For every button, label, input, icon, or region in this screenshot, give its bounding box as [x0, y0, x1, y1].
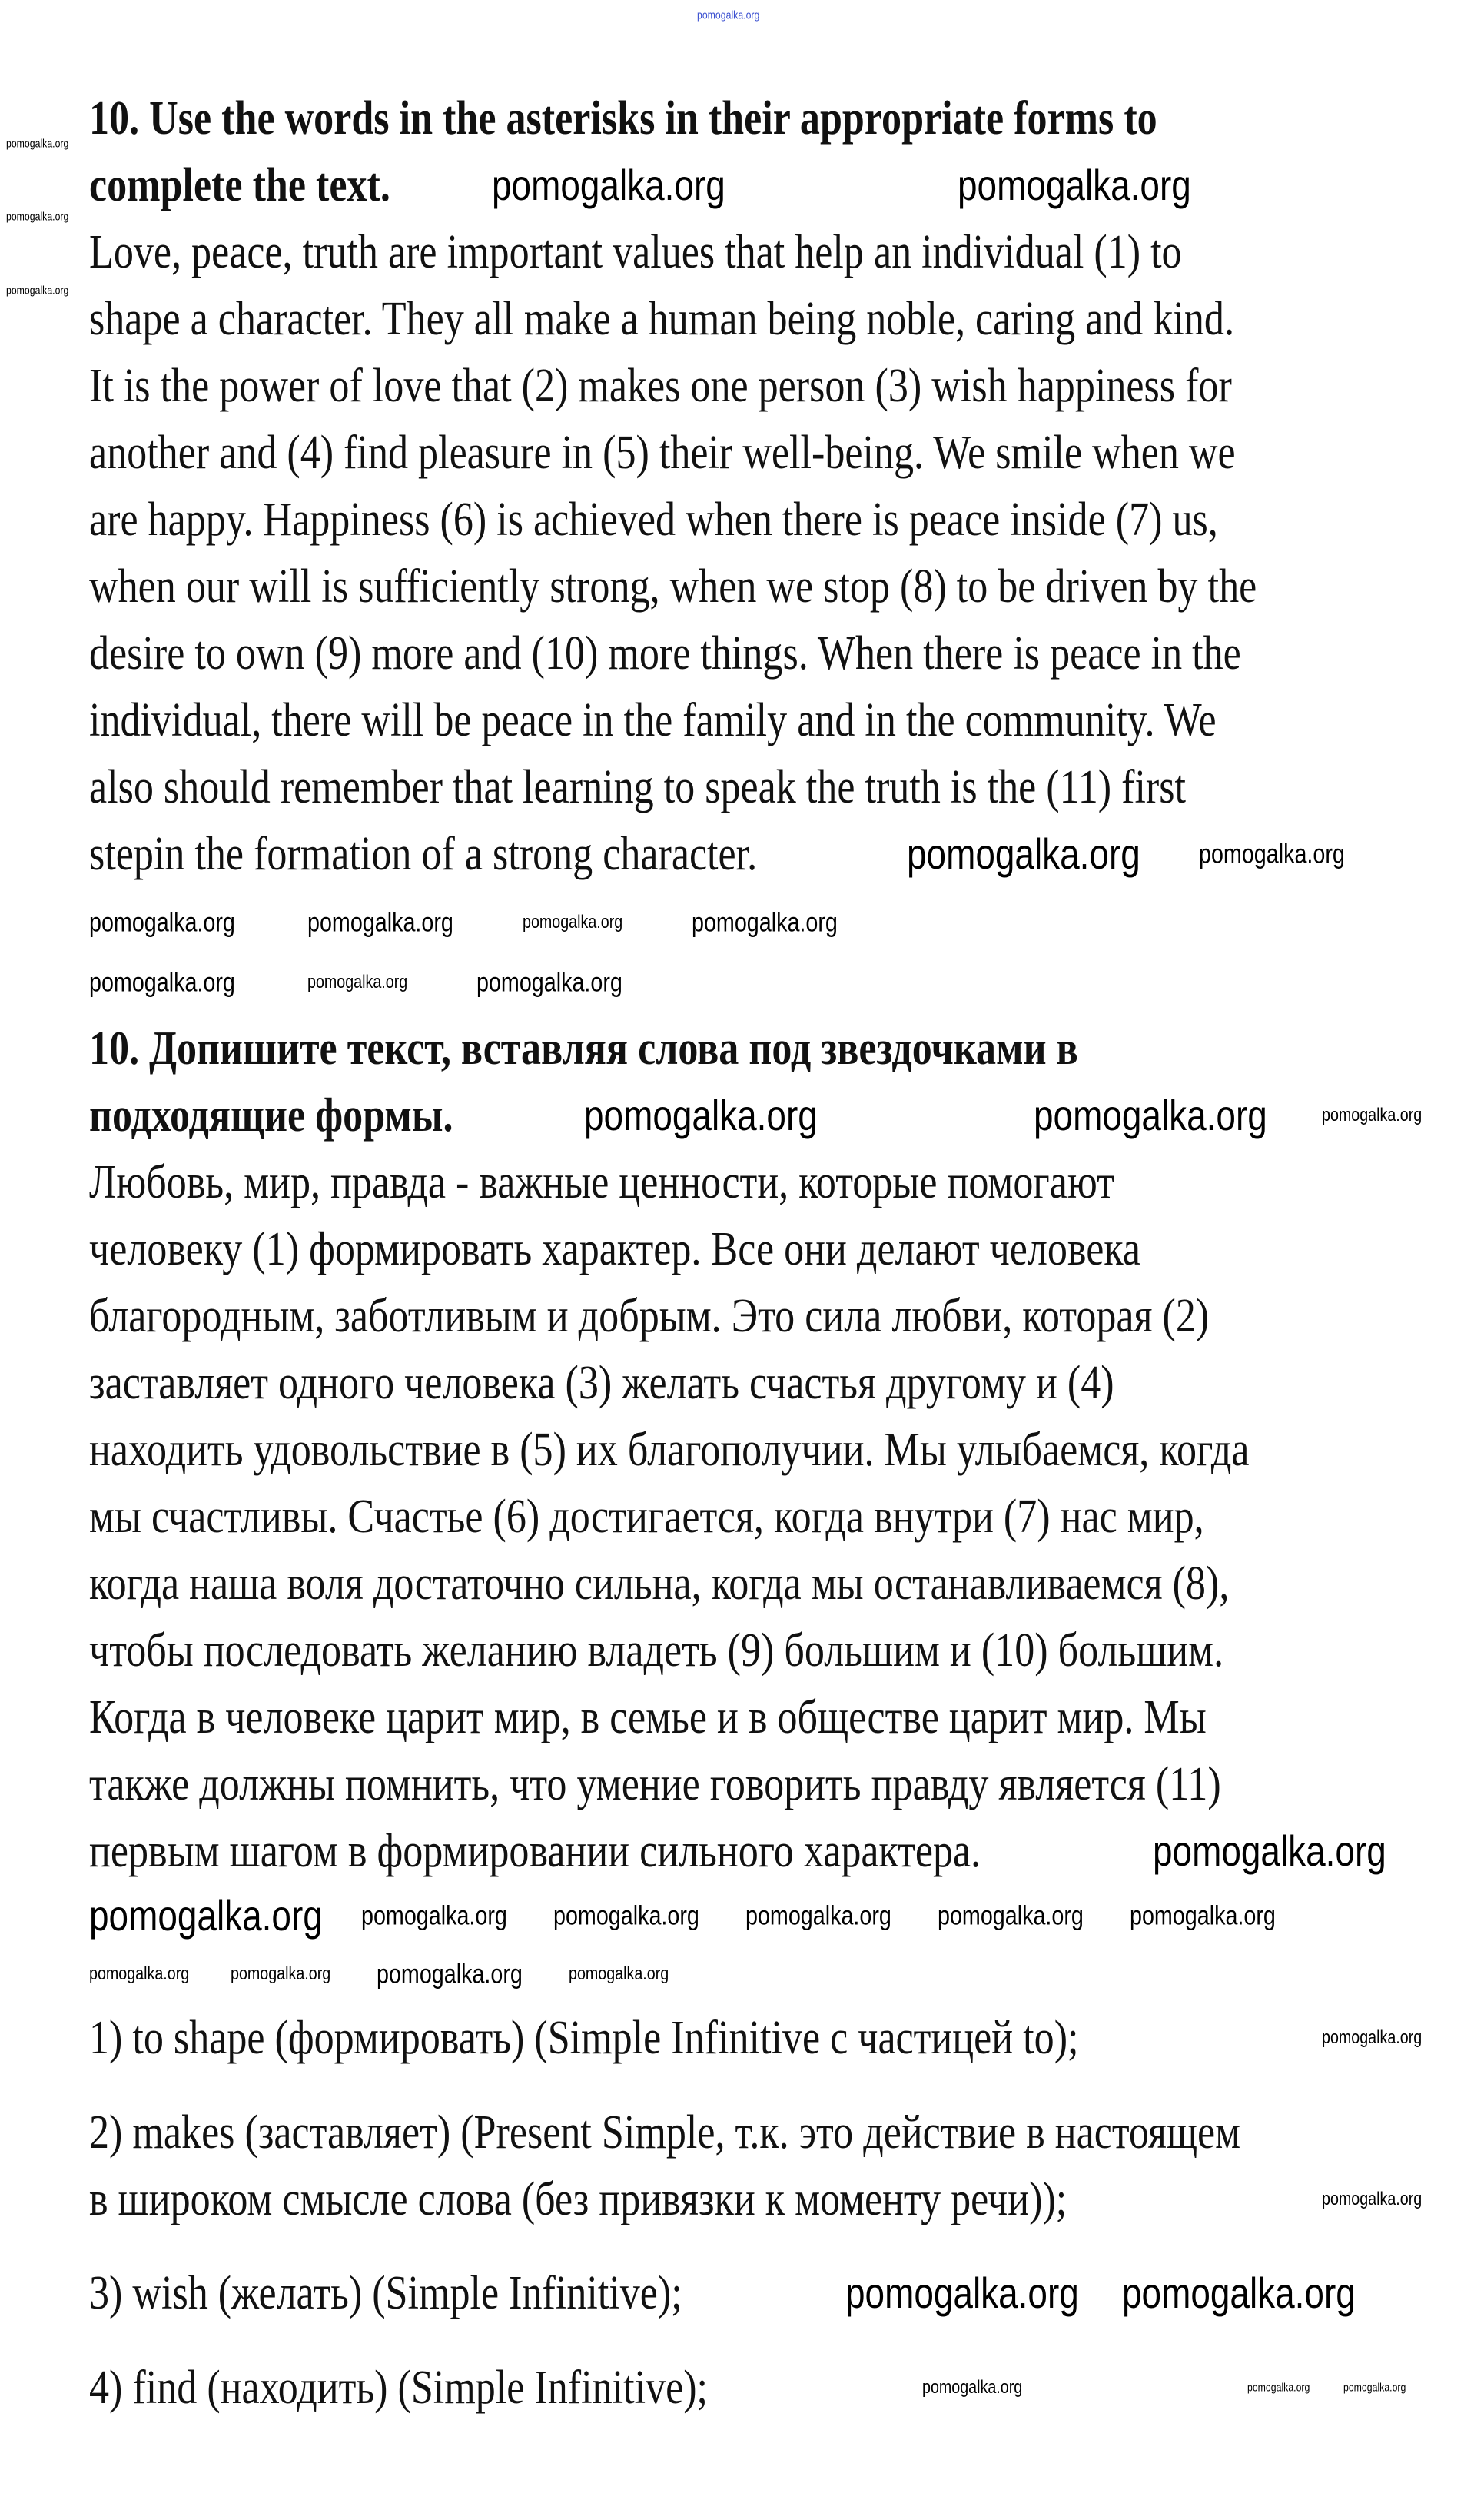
watermark: pomogalka.org	[1122, 2269, 1356, 2317]
watermark: pomogalka.org	[697, 8, 760, 22]
exercise-heading-en: 10. Use the words in the asterisks in their appropriate forms to	[89, 92, 1157, 145]
text-line: stepin the formation of a strong character.	[89, 828, 758, 880]
exercise-heading-ru: 10. Допишите текст, вставляя слова под звездочками в	[89, 1022, 1078, 1075]
answer-item: 4) find (находить) (Simple Infinitive);	[89, 2362, 709, 2414]
text-line: чтобы последовать желанию владеть (9) большим и (10) большим.	[89, 1624, 1224, 1677]
watermark: pomogalka.org	[1153, 1827, 1386, 1875]
watermark: pomogalka.org	[1343, 2381, 1406, 2395]
text-line: когда наша воля достаточно сильна, когда мы останавливаемся (8),	[89, 1557, 1230, 1610]
watermark: pomogalka.org	[745, 1900, 891, 1931]
text-line: первым шагом в формировании сильного характера.	[89, 1825, 981, 1877]
watermark: pomogalka.org	[938, 1900, 1084, 1931]
text-line: также должны помнить, что умение говорить правду является (11)	[89, 1758, 1221, 1810]
watermark: pomogalka.org	[569, 1963, 669, 1984]
text-line: благородным, заботливым и добрым. Это сила любви, которая (2)	[89, 1290, 1210, 1342]
watermark: pomogalka.org	[1130, 1900, 1276, 1931]
text-line: It is the power of love that (2) makes one person (3) wish happiness for	[89, 360, 1232, 412]
watermark: pomogalka.org	[553, 1900, 699, 1931]
watermark: pomogalka.org	[89, 907, 235, 938]
watermark: pomogalka.org	[845, 2269, 1079, 2317]
answer-item: 2) makes (заставляет) (Present Simple, т.к. это действие в настоящем	[89, 2106, 1241, 2159]
watermark: pomogalka.org	[377, 1959, 523, 1989]
watermark: pomogalka.org	[476, 967, 622, 998]
text-line: shape a character. They all make a human being noble, caring and kind.	[89, 293, 1234, 345]
text-line: Любовь, мир, правда - важные ценности, которые помогают	[89, 1156, 1114, 1208]
watermark: pomogalka.org	[89, 1891, 323, 1940]
watermark: pomogalka.org	[958, 161, 1191, 209]
text-line: when our will is sufficiently strong, when we stop (8) to be driven by the	[89, 560, 1257, 613]
answer-item: в широком смысле слова (без привязки к моменту речи));	[89, 2173, 1067, 2225]
watermark: pomogalka.org	[361, 1900, 507, 1931]
watermark: pomogalka.org	[6, 137, 69, 151]
text-line: another and (4) find pleasure in (5) their well-being. We smile when we	[89, 427, 1236, 479]
watermark: pomogalka.org	[922, 2377, 1023, 2398]
watermark: pomogalka.org	[1247, 2381, 1310, 2395]
watermark: pomogalka.org	[492, 161, 725, 209]
answer-item: 3) wish (желать) (Simple Infinitive);	[89, 2267, 682, 2319]
watermark: pomogalka.org	[89, 1963, 190, 1984]
text-line: also should remember that learning to speak the truth is the (11) first	[89, 761, 1187, 813]
text-line: заставляет одного человека (3) желать счастья другому и (4)	[89, 1357, 1114, 1409]
watermark: pomogalka.org	[231, 1963, 331, 1984]
watermark: pomogalka.org	[89, 967, 235, 998]
text-line: мы счастливы. Счастье (6) достигается, когда внутри (7) нас мир,	[89, 1491, 1204, 1543]
watermark: pomogalka.org	[6, 284, 69, 298]
text-line: desire to own (9) more and (10) more things. When there is peace in the	[89, 627, 1241, 680]
watermark: pomogalka.org	[1322, 1105, 1423, 1125]
exercise-heading-ru: подходящие формы.	[89, 1089, 453, 1142]
text-line: Love, peace, truth are important values that help an individual (1) to	[89, 226, 1182, 278]
text-line: человеку (1) формировать характер. Все они делают человека	[89, 1223, 1140, 1275]
text-line: находить удовольствие в (5) их благополучии. Мы улыбаемся, когда	[89, 1424, 1250, 1476]
answer-item: 1) to shape (формировать) (Simple Infinitive с частицей to);	[89, 2012, 1079, 2064]
watermark: pomogalka.org	[6, 210, 69, 224]
watermark: pomogalka.org	[1322, 2189, 1423, 2209]
watermark: pomogalka.org	[584, 1091, 818, 1139]
text-line: are happy. Happiness (6) is achieved when there is peace inside (7) us,	[89, 494, 1218, 546]
watermark: pomogalka.org	[1199, 839, 1345, 869]
text-line: Когда в человеке царит мир, в семье и в обществе царит мир. Мы	[89, 1691, 1207, 1743]
watermark: pomogalka.org	[307, 907, 453, 938]
watermark: pomogalka.org	[907, 829, 1140, 878]
watermark: pomogalka.org	[692, 907, 838, 938]
text-line: individual, there will be peace in the family and in the community. We	[89, 694, 1217, 746]
watermark: pomogalka.org	[523, 912, 623, 932]
watermark: pomogalka.org	[1034, 1091, 1267, 1139]
watermark: pomogalka.org	[307, 972, 408, 992]
watermark: pomogalka.org	[1322, 2027, 1423, 2048]
exercise-heading-en: complete the text.	[89, 159, 390, 211]
